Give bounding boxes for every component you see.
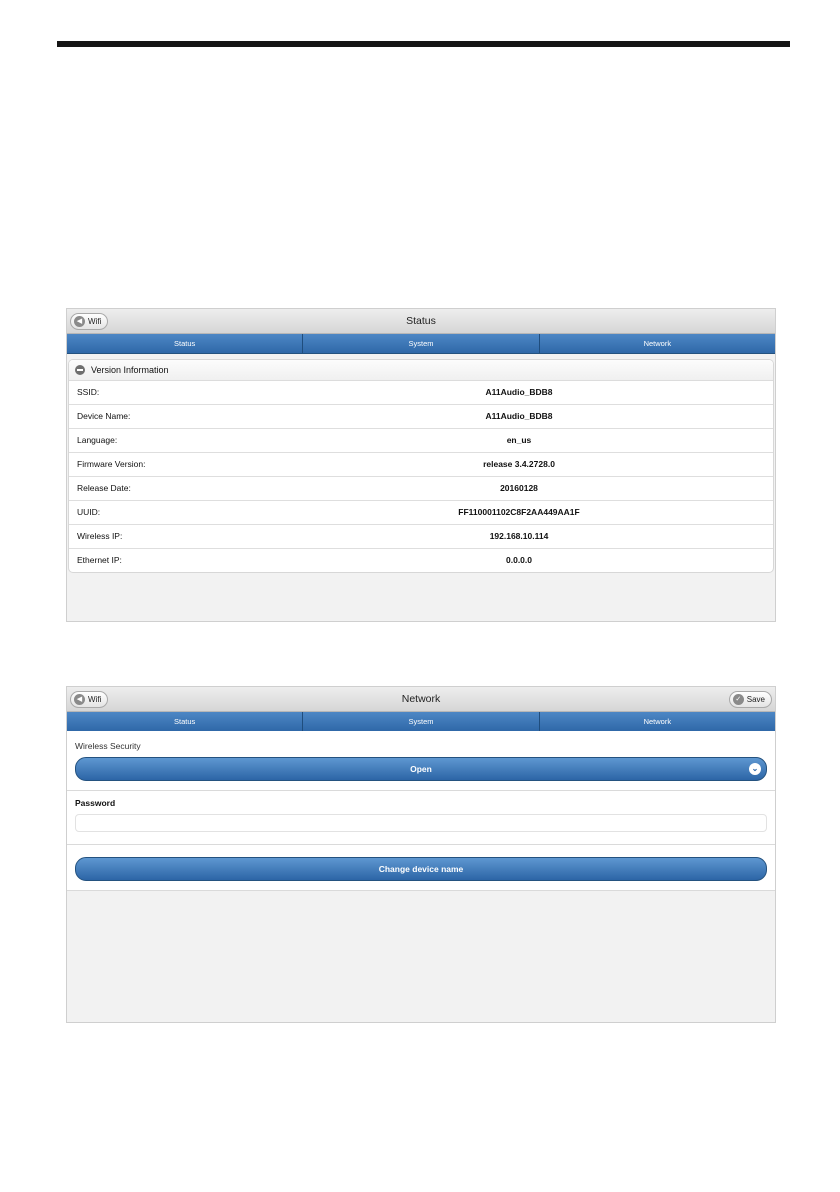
wireless-security-label: Wireless Security	[75, 741, 141, 751]
wireless-security-value: Open	[410, 764, 432, 774]
tab-status[interactable]: Status	[67, 334, 303, 353]
row-label: Wireless IP:	[77, 531, 123, 541]
chevron-down-icon: ⌄	[749, 763, 761, 775]
network-screen	[66, 686, 776, 1023]
info-row-language	[69, 429, 773, 453]
wifi-back-label: Wifi	[88, 695, 102, 704]
wifi-back-label: Wifi	[88, 317, 102, 326]
row-value: 192.168.10.114	[489, 531, 549, 541]
row-label: SSID:	[77, 387, 100, 397]
version-information-header[interactable]	[69, 360, 773, 381]
page-title: Network	[401, 693, 441, 705]
save-button[interactable]	[729, 691, 772, 708]
collapse-icon	[75, 365, 85, 375]
password-field[interactable]	[75, 814, 767, 832]
top-rule	[57, 41, 790, 47]
divider	[67, 790, 775, 791]
row-value: A11Audio_BDB8	[485, 387, 553, 397]
tab-system[interactable]: System	[303, 712, 539, 731]
info-row-ethernet-ip	[69, 549, 773, 572]
tab-network[interactable]: Network	[643, 717, 672, 726]
info-row-uuid	[69, 501, 773, 525]
tab-bar	[67, 334, 775, 354]
check-icon: ✓	[733, 694, 744, 705]
row-value: release 3.4.2728.0	[483, 459, 555, 469]
page-title: Status	[406, 315, 436, 327]
info-row-device-name	[69, 405, 773, 429]
row-value: en_us	[506, 435, 532, 445]
wireless-security-select[interactable]	[75, 757, 767, 781]
info-row-wireless-ip	[69, 525, 773, 549]
section-title: Version Information	[91, 365, 169, 375]
back-arrow-icon: ◀	[74, 316, 85, 327]
save-label: Save	[746, 695, 765, 704]
tab-status[interactable]: Status	[67, 712, 303, 731]
row-label: Release Date:	[77, 483, 131, 493]
row-label: Device Name:	[77, 411, 131, 421]
version-information-card	[68, 359, 774, 573]
row-label: Ethernet IP:	[77, 555, 122, 565]
row-label: Firmware Version:	[77, 459, 146, 469]
row-value: A11Audio_BDB8	[485, 411, 553, 421]
network-form	[67, 731, 775, 891]
info-row-ssid	[69, 381, 773, 405]
info-row-release-date	[69, 477, 773, 501]
tab-bar	[67, 712, 775, 732]
tab-system[interactable]: System	[303, 334, 539, 353]
password-label: Password	[75, 798, 116, 808]
status-screen	[66, 308, 776, 622]
row-value: 0.0.0.0	[506, 555, 532, 565]
network-header	[67, 687, 775, 712]
row-value: FF110001102C8F2AA449AA1F	[458, 507, 580, 517]
change-device-name-button[interactable]: Change device name	[75, 857, 767, 881]
divider	[67, 890, 775, 891]
divider	[67, 844, 775, 845]
row-label: UUID:	[77, 507, 101, 517]
row-label: Language:	[77, 435, 118, 445]
tab-network[interactable]: Network	[643, 339, 672, 348]
back-arrow-icon: ◀	[74, 694, 85, 705]
status-header	[67, 309, 775, 334]
row-value: 20160128	[500, 483, 538, 493]
info-row-firmware-version	[69, 453, 773, 477]
